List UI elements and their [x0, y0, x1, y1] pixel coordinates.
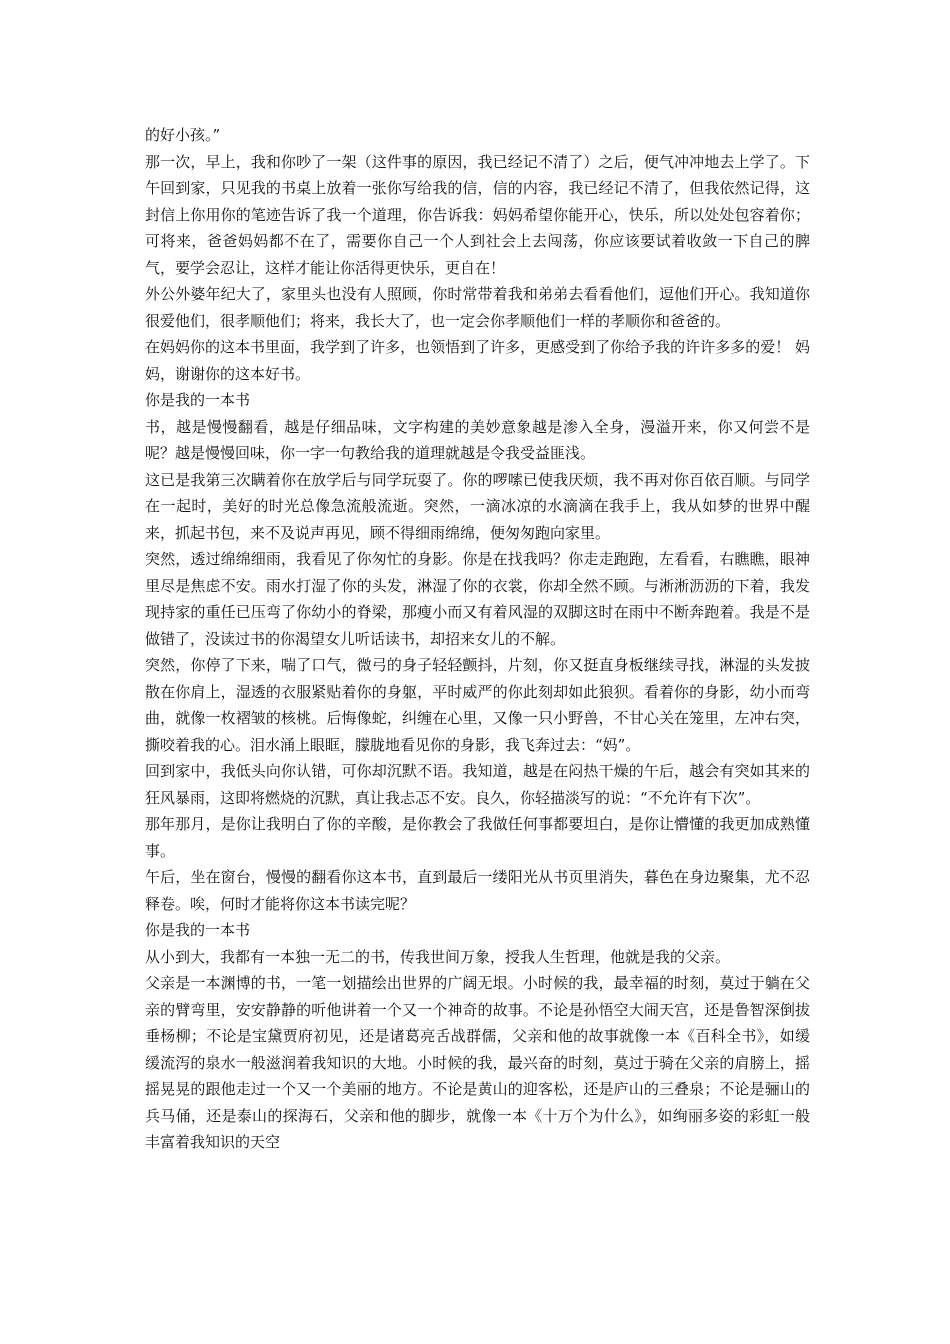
paragraph-12: 从小到大，我都有一本独一无二的书，传我世间万象，授我人生哲理，他就是我的父亲。	[145, 947, 731, 966]
paragraph-10: 那年那月，是你让我明白了你的辛酸，是你教会了我做任何事都要坦白，是你让懵懂的我更加成熟懂事。	[145, 815, 810, 860]
paragraph-9: 回到家中，我低头向你认错，可你却沉默不语。我知道，越是在闷热干燥的午后，越会有突如其来的狂风暴雨，这即将燃烧的沉默，真让我忐忑不安。良久，你轻描淡写的说：“不允许有下次”。	[145, 762, 810, 807]
paragraph-5: 书，越是慢慢翻看，越是仔细品味，文字构建的美妙意象越是渗入全身，漫溢开来，你又何尝不是呢？越是慢慢回味，你一字一句教给我的道理就越是令我受益匪浅。	[145, 417, 810, 462]
paragraph-4: 在妈妈你的这本书里面，我学到了许多，也领悟到了许多，更感受到了你给予我的许许多多的爱！ 妈妈，谢谢你的这本好书。	[145, 338, 810, 383]
paragraph-1: 的好小孩。”	[145, 126, 221, 144]
paragraph-3: 外公外婆年纪大了，家里头也没有人照顾，你时常带着我和弟弟去看看他们，逗他们开心。我知道你很爱他们，很孝顺他们；将来，我长大了，也一定会你孝顺他们一样的孝顺你和爸爸的。	[145, 285, 810, 330]
paragraph-6: 这已是我第三次瞒着你在放学后与同学玩耍了。你的啰嗦已使我厌烦，我不再对你百依百顺。与同学在一起时，美好的时光总像急流般流逝。突然，一滴冰凉的水滴滴在我手上，我从如梦的世界中醒来，抓起书包，来不及说声再见，顾不得细雨绵绵，便匆匆跑向家里。	[145, 470, 810, 542]
paragraph-11: 午后，坐在窗台，慢慢的翻看你这本书，直到最后一缕阳光从书页里消失，暮色在身边聚集，尤不忍释卷。唉，何时才能将你这本书读完呢？	[145, 868, 810, 913]
section-heading-2: 你是我的一本书	[145, 921, 251, 939]
paragraph-7: 突然，透过绵绵细雨，我看见了你匆忙的身影。你是在找我吗？你走走跑跑，左看看，右瞧瞧，眼神里尽是焦虑不安。雨水打湿了你的头发，淋湿了你的衣裳，你却全然不顾。与淅淅沥沥的下着，我发现持家的重任已压弯了你幼小的脊梁，那瘦小而又有着风湿的双脚这时在雨中不断奔跑着。我是不是做错了，没读过书的你渴望女儿听话读书，却招来女儿的不解。	[145, 550, 810, 648]
paragraph-13: 父亲是一本渊博的书，一笔一划描绘出世界的广阔无垠。小时候的我，最幸福的时刻，莫过于躺在父亲的臂弯里，安安静静的听他讲着一个又一个神奇的故事。不论是孙悟空大闹天宫，还是鲁智深倒拔垂杨柳；不论是宝黛贾府初见，还是诸葛亮舌战群儒，父亲和他的故事就像一本《百科全书》，如缓缓流泻的泉水一般滋润着我知识的大地。小时候的我，最兴奋的时刻，莫过于骑在父亲的肩膀上，摇摇晃晃的跟他走过一个又一个美丽的地方。不论是黄山的迎客松，还是庐山的三叠泉；不论是骊山的兵马俑，还是泰山的探海石，父亲和他的脚步，就像一本《十万个为什么》，如绚丽多姿的彩虹一般丰富着我知识的天空	[145, 974, 810, 1151]
paragraph-8: 突然，你停了下来，喘了口气，微弓的身子轻轻颤抖，片刻，你又挺直身板继续寻找，淋湿的头发披散在你肩上，湿透的衣服紧贴着你的身躯，平时威严的你此刻却如此狼狈。看着你的身影，幼小而弯曲，就像一枚褶皱的核桃。后悔像蛇，纠缠在心里，又像一只小野兽，不甘心关在笼里，左冲右突，撕咬着我的心。泪水涌上眼眶，朦胧地看见你的身影，我飞奔过去：“妈”。	[145, 656, 810, 754]
paragraph-2: 那一次，早上，我和你吵了一架（这件事的原因，我已经记不清了）之后，便气冲冲地去上学了。下午回到家，只见我的书桌上放着一张你写给我的信，信的内容，我已经记不清了，但我依然记得，这封信上你用你的笔迹告诉了我一个道理，你告诉我：妈妈希望你能开心，快乐，所以处处包容着你；可将来，爸爸妈妈都不在了，需要你自己一个人到社会上去闯荡，你应该要试着收敛一下自己的脾气，要学会忍让，这样才能让你活得更快乐，更自在！	[145, 152, 810, 277]
section-heading-1: 你是我的一本书	[145, 391, 251, 409]
document-body	[145, 122, 810, 1156]
